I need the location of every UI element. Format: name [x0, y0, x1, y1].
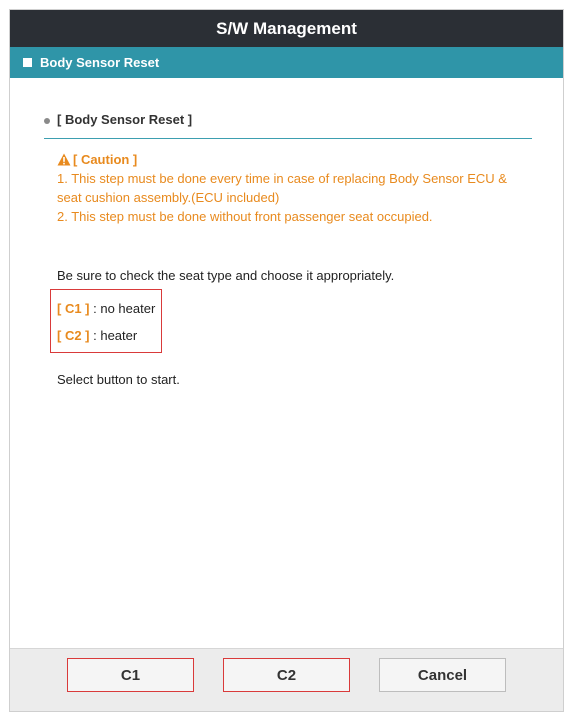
sub-header-title: Body Sensor Reset [40, 55, 160, 70]
dot-bullet-icon [44, 118, 50, 124]
caution-line-2: 2. This step must be done without front passenger seat occupied. [57, 209, 433, 224]
section-header [44, 112, 532, 139]
caution-line-1b: seat cushion assembly.(ECU included) [57, 190, 280, 205]
warning-icon [57, 153, 71, 166]
title-bar [10, 10, 563, 47]
section-title: [ Body Sensor Reset ] [57, 112, 193, 127]
option-c2-key: [ C2 ] [57, 328, 90, 343]
start-instruction: Select button to start. [57, 372, 180, 387]
option-c2-desc: : heater [89, 328, 138, 343]
caution-block [57, 150, 547, 226]
option-c1-key: [ C1 ] [57, 301, 90, 316]
window-title: S/W Management [216, 18, 357, 38]
option-c1-desc: : no heater [89, 301, 156, 316]
button-bar [10, 648, 563, 711]
check-instruction: Be sure to check the seat type and choose it appropriately. [57, 268, 395, 283]
dialog-window [9, 9, 564, 712]
caution-header [57, 150, 547, 169]
square-bullet-icon [23, 58, 32, 67]
c1-button[interactable]: C1 [67, 658, 194, 692]
sub-header [10, 47, 563, 78]
cancel-button[interactable]: Cancel [379, 658, 506, 692]
option-c1 [57, 301, 155, 316]
caution-line-1a: 1. This step must be done every time in case of replacing Body Sensor ECU & [57, 171, 507, 186]
options-box [50, 289, 162, 353]
option-c2 [57, 328, 137, 343]
c2-button[interactable]: C2 [223, 658, 350, 692]
caution-label: [ Caution ] [73, 152, 138, 167]
